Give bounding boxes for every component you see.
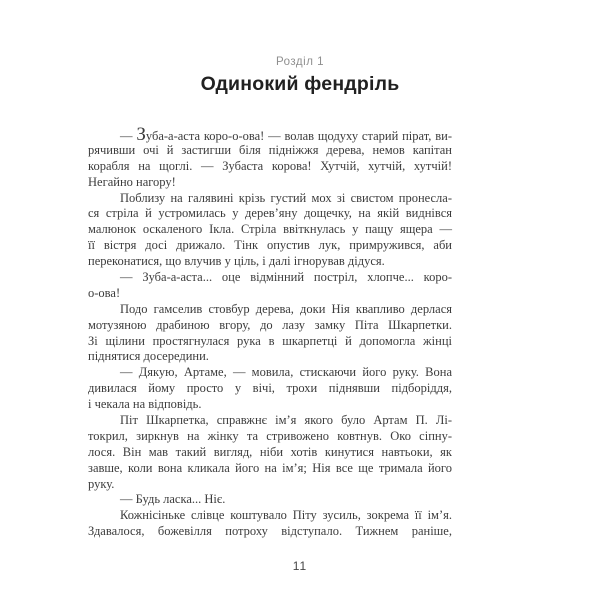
text-line: корабля на щоглі. — Зубаста корова! Хутчій, хутчій, хутчій! — [88, 158, 452, 173]
text-line — [88, 124, 452, 145]
raised-cap: З — [136, 124, 146, 145]
page-number: 11 — [292, 559, 308, 573]
text-line: Піт Шкарпетка, справжнє ім’я якого було Артам П. Лі- — [120, 413, 452, 428]
text-line: завше, коли вона кликала його на ім’я; Нія все ще тримала його — [88, 460, 452, 475]
paragraph — [88, 365, 452, 413]
text-line: її вістря досі дрижало. Тінк опустив лук, примружився, аби — [88, 238, 452, 253]
chapter-label: Розділ 1 — [275, 56, 325, 68]
text-line: токрил, зиркнув на жінку та стривожено ковтнув. Око сіпну- — [88, 428, 452, 443]
text-line: Зі щілини простягнулася рука в шкарпетці й допомогла жінці — [88, 333, 452, 348]
text-line: Подо гамселив стовбур дерева, доки Нія квапливо дерлася — [120, 301, 452, 316]
line-text: уба-а-аста коро-о-ова! — волав щодуху старий пірат, ви- — [145, 129, 452, 143]
chapter-title: Одинокий фендріль — [200, 73, 400, 95]
text-line: — Зуба-а-аста... оце відмінний постріл, хлопче... коро- — [120, 270, 452, 285]
text-line: переконатися, що влучив у ціль, і далі ігнорував дідуся. — [88, 254, 385, 269]
text-line: і чекала на відповідь. — [88, 397, 202, 412]
paragraph — [88, 191, 452, 270]
text-line: мотузяною драбиною вгору, до лазу замку Піта Шкарпетки. — [88, 317, 452, 332]
text-line: лося. Він мав такий вигляд, ніби хотів кинутися навтьоки, як — [88, 444, 452, 459]
text-line: дивилася йому просто у вічі, трохи піднявши підборіддя, — [88, 381, 452, 396]
chapter-head — [0, 56, 600, 96]
text-line: піднятися досередини. — [88, 349, 209, 364]
paragraph — [88, 492, 452, 508]
paragraph — [88, 413, 452, 492]
text-line: Кожнісіньке слівце коштувало Піту зусиль, зокрема її ім’я. — [120, 508, 452, 523]
text-line: — Будь ласка... Ніє. — [120, 492, 226, 507]
page-body — [88, 124, 452, 540]
text-line: Негайно нагору! — [88, 174, 176, 189]
paragraph — [88, 270, 452, 302]
dialogue-dash: — — [120, 129, 137, 143]
paragraph — [88, 302, 452, 366]
paragraph — [88, 508, 452, 540]
text-line: руку. — [88, 476, 115, 491]
paragraph — [88, 124, 452, 191]
text-line: — Дякую, Артаме, — мовила, стискаючи його руку. Вона — [120, 365, 452, 380]
text-line: Здавалося, божевілля потроху відступало. Тижнем раніше, — [88, 524, 452, 539]
text-line: малюнок оскаленого Ікла. Стріла ввіткнулась у пащу ящера — — [88, 222, 452, 237]
text-line: ся стріла й устромилась у дерев’яну дощечку, на якій виднівся — [88, 206, 452, 221]
text-line: Поблизу на галявині крізь густий мох зі свистом пронесла- — [120, 190, 452, 205]
text-line: о-ова! — [88, 285, 121, 300]
text-line: рячивши очі й застигши біля підніжжя дерева, немов капітан — [88, 142, 452, 157]
